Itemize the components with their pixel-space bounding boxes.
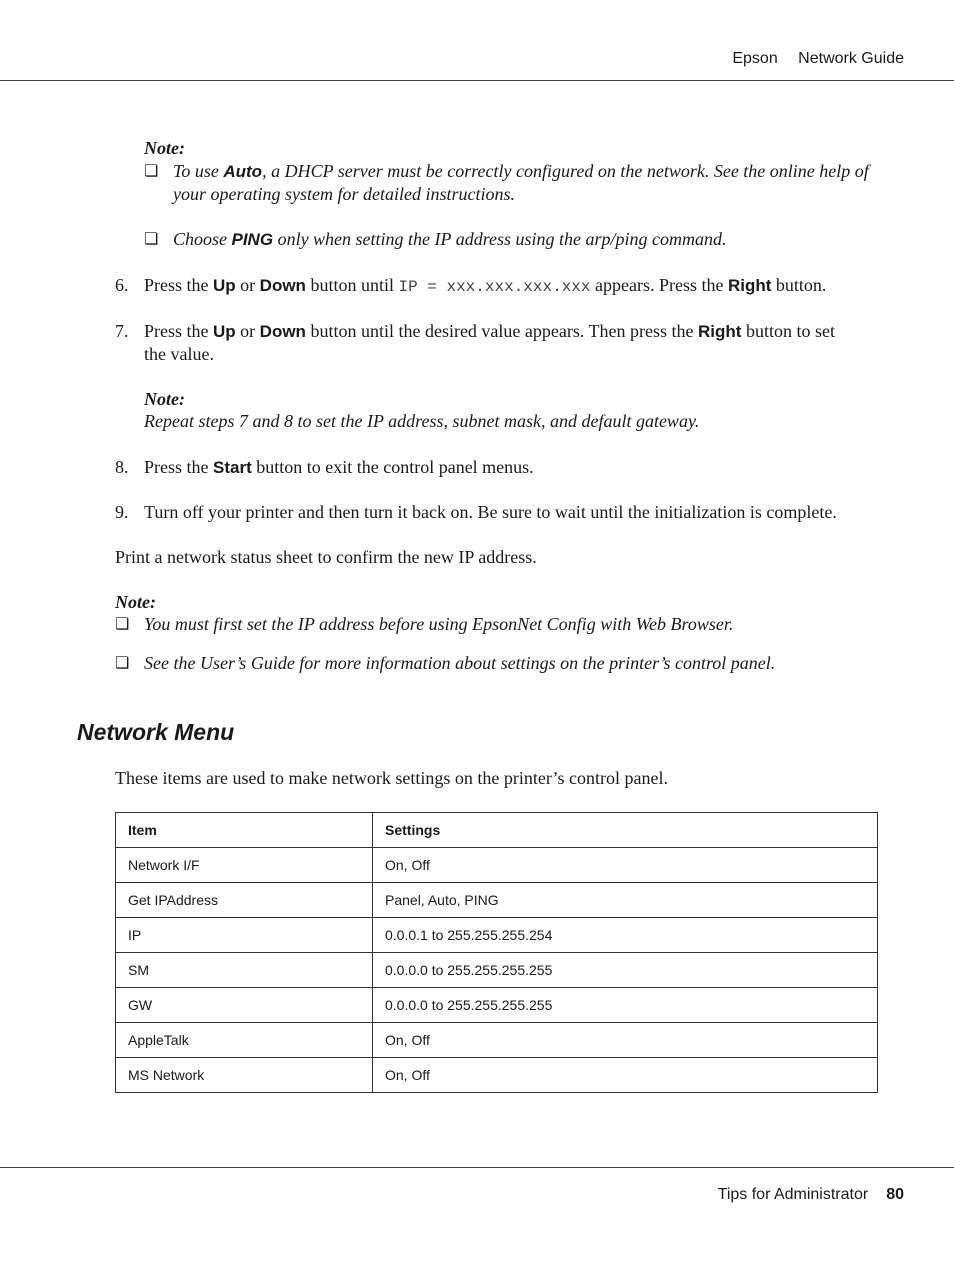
step8-text: Press the Start button to exit the control panel menus. bbox=[144, 457, 534, 477]
page-header bbox=[716, 50, 904, 68]
table-row bbox=[116, 883, 878, 918]
footer-section: Tips for Administrator bbox=[717, 1186, 869, 1203]
ip-code: IP = xxx.xxx.xxx.xxx bbox=[398, 278, 591, 296]
note3-bullet-1: ❏ bbox=[115, 616, 130, 633]
table-header-row bbox=[116, 813, 878, 848]
table-header-settings: Settings bbox=[373, 813, 878, 848]
section-intro: These items are used to make network settings on the printer’s control panel. bbox=[115, 768, 669, 788]
note1-bullet-1: ❏ bbox=[144, 163, 159, 180]
note1-item-1: To use Auto, a DHCP server must be correctly configured on the network. See the online help of your operating system for detailed instructions. bbox=[173, 161, 869, 204]
table-header-item: Item bbox=[116, 813, 373, 848]
section-title: Network Menu bbox=[77, 719, 235, 745]
table-cell-settings: 0.0.0.0 to 255.255.255.255 bbox=[373, 988, 878, 1023]
table-row bbox=[116, 988, 878, 1023]
table-row bbox=[116, 918, 878, 953]
table-cell-settings: On, Off bbox=[373, 1023, 878, 1058]
step7-number: 7. bbox=[115, 321, 129, 341]
note3-bullet-2: ❏ bbox=[115, 655, 130, 672]
note3-label: Note: bbox=[115, 592, 156, 612]
step6-text: Press the Up or Down button until IP = xxx.xxx.xxx.xxx appears. Press the Right button. bbox=[144, 275, 827, 296]
step8-number: 8. bbox=[115, 457, 129, 477]
table-cell-item: SM bbox=[116, 953, 373, 988]
header-rule bbox=[0, 80, 954, 81]
table-cell-item: MS Network bbox=[116, 1058, 373, 1093]
table-cell-item: AppleTalk bbox=[116, 1023, 373, 1058]
note2-label: Note: bbox=[144, 389, 185, 409]
page-number: 80 bbox=[886, 1186, 904, 1203]
note1-item-2: Choose PING only when setting the IP address using the arp/ping command. bbox=[173, 229, 727, 249]
footer-rule bbox=[0, 1167, 954, 1168]
step7-text: Press the Up or Down button until the desired value appears. Then press the Right button to set the value. bbox=[144, 321, 835, 364]
note3-item-2: See the User’s Guide for more information about settings on the printer’s control panel. bbox=[144, 653, 776, 673]
page-footer bbox=[718, 1186, 904, 1204]
table-cell-settings: Panel, Auto, PING bbox=[373, 883, 878, 918]
step6-number: 6. bbox=[115, 275, 129, 295]
note1-label: Note: bbox=[144, 138, 185, 158]
header-doc-title: Network Guide bbox=[798, 50, 904, 67]
header-brand: Epson bbox=[732, 50, 778, 67]
step9-number: 9. bbox=[115, 502, 129, 522]
table-cell-item: Network I/F bbox=[116, 848, 373, 883]
table-cell-settings: On, Off bbox=[373, 1058, 878, 1093]
table-cell-settings: 0.0.0.0 to 255.255.255.255 bbox=[373, 953, 878, 988]
table-row bbox=[116, 953, 878, 988]
note1-bullet-2: ❏ bbox=[144, 231, 159, 248]
table-cell-settings: On, Off bbox=[373, 848, 878, 883]
table-cell-item: IP bbox=[116, 918, 373, 953]
table-cell-settings: 0.0.0.1 to 255.255.255.254 bbox=[373, 918, 878, 953]
table-cell-item: GW bbox=[116, 988, 373, 1023]
table-row bbox=[116, 1058, 878, 1093]
table-cell-item: Get IPAddress bbox=[116, 883, 373, 918]
network-menu-table bbox=[115, 812, 878, 1093]
table-row bbox=[116, 1023, 878, 1058]
table-row bbox=[116, 848, 878, 883]
step9-text: Turn off your printer and then turn it back on. Be sure to wait until the initialization is complete. bbox=[144, 502, 837, 522]
note3-item-1: You must first set the IP address before using EpsonNet Config with Web Browser. bbox=[144, 614, 734, 634]
note2-text: Repeat steps 7 and 8 to set the IP address, subnet mask, and default gateway. bbox=[144, 411, 700, 431]
status-sheet-paragraph: Print a network status sheet to confirm the new IP address. bbox=[115, 547, 537, 567]
